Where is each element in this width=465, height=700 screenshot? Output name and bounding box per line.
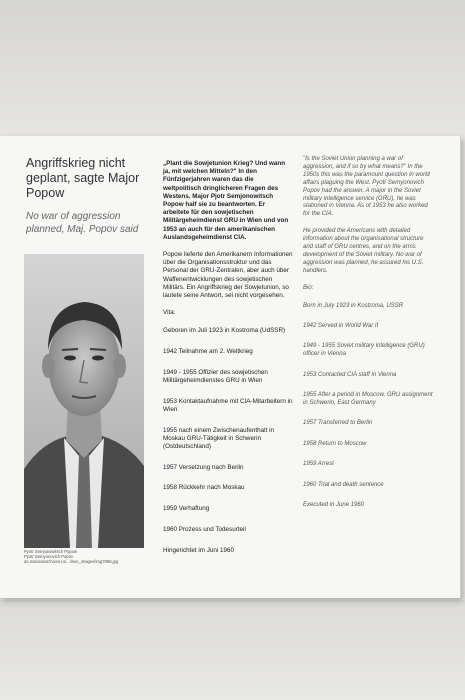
english-body-paragraph: He provided the Americans with detailed information about the organisational structure and staff of GRU centres, and on the arms development of the Soviet military. No war of aggression was planned, he assured his U.S. handlers. (303, 228, 424, 274)
photo-caption (24, 549, 164, 565)
bio-item: 1955 After a period in Moscow, GRU assignment in Schwerin, East Germany (303, 392, 433, 407)
german-vita-heading: Vita: (163, 309, 176, 317)
bio-item: 1958 Return to Moscow (303, 440, 367, 447)
caption-line: Pyotr Semyonovich Popov (24, 554, 74, 560)
portrait-illustration (24, 254, 144, 548)
german-body-paragraph: Popow lieferte den Amerikanern Informationen über die Organisationsstruktur und das Personal der GRU-Zentralen, aber auch über Waffenentwicklungen des sowjetischen Militärs. Ein Angriffskrieg der Sowjetunion, so lautete seine Antwort, sei nicht vorgesehen. (163, 251, 293, 300)
bio-item: Executed in June 1960 (303, 502, 365, 509)
english-bio-heading: Bio: (303, 284, 314, 291)
vita-item: 1949 - 1955 Offizier des sowjetischen Militärgeheimdienstes GRU in Wien (163, 368, 268, 385)
panel-title-english: No war of aggression planned, Maj. Popov said (26, 211, 139, 235)
vita-item: 1960 Prozess und Todesurteil (163, 525, 246, 533)
vita-item: 1942 Teilnahme am 2. Weltkrieg (163, 348, 253, 356)
caption-line: Pyotr Semjonowitsch Popow (24, 549, 78, 554)
german-vita-list (163, 327, 293, 554)
bio-item: 1957 Transferred to Berlin (303, 420, 373, 427)
exhibit-panel (0, 136, 461, 598)
english-bio-list (303, 303, 433, 510)
bio-item: Born in July 1923 in Kostroma, USSR (303, 302, 404, 309)
vita-item: Geboren im Juli 1923 in Kostroma (UdSSR) (163, 327, 286, 335)
german-text-column (163, 160, 293, 567)
caption-line: de.nationalarchives.ru/.../ison_images/img7898.jpg (24, 559, 119, 565)
vita-item: 1955 nach einem Zwischenaufenthalt in Moskau GRU-Tätigkeit in Schwerin (Ostdeutschland) (163, 426, 274, 451)
english-intro-paragraph: "Is the Soviet Union planning a war of aggression, and if so by what means?" In the 1950s this was the paramount question in world affairs plaguing the West. Pyotr Semyonovich Popov had the answer. A major in the Soviet military intelligence service (GRU), he was stationed in Vienna. As of 1953 he also worked for the CIA. (303, 156, 430, 218)
bio-item: 1949 - 1955 Soviet military intelligence (GRU) officer in Vienna (303, 343, 425, 358)
bio-item: 1953 Contacted CIA staff in Vienna (303, 371, 397, 378)
panel-title-german: Angriffskrieg nicht geplant, sagte Major Popow (26, 156, 140, 200)
vita-item: Hingerichtet im Juni 1960 (163, 546, 235, 554)
bio-item: 1959 Arrest (303, 461, 334, 468)
vita-item: 1953 Kontaktaufnahme mit CIA-Mitarbeitern in Wien (163, 397, 293, 413)
vita-item: 1957 Versetzung nach Berlin (163, 463, 244, 471)
portrait-photo (24, 254, 144, 548)
wall-background-top (0, 0, 465, 140)
english-text-column (303, 156, 433, 522)
bio-item: 1960 Trial and death sentence (303, 481, 384, 488)
vita-item: 1959 Verhaftung (163, 505, 210, 513)
german-intro-paragraph: „Plant die Sowjetunion Krieg? Und wann ja, mit welchen Mitteln?" In den Fünfzigerjahren waren das die weltpolitisch dringlicheren Fragen des Westens. Major Pjotr Semjonowitsch Popow half sie zu beantworten. Er arbeitete für den sowjetischen Militärgeheimdienst GRU in Wien und von 1953 an auch für den amerikanischen Auslandsgeheimdienst CIA. (163, 160, 289, 241)
wall-background-bottom (0, 600, 465, 700)
vita-item: 1958 Rückkehr nach Moskau (163, 484, 245, 492)
bio-item: 1942 Served in World War II (303, 323, 379, 329)
